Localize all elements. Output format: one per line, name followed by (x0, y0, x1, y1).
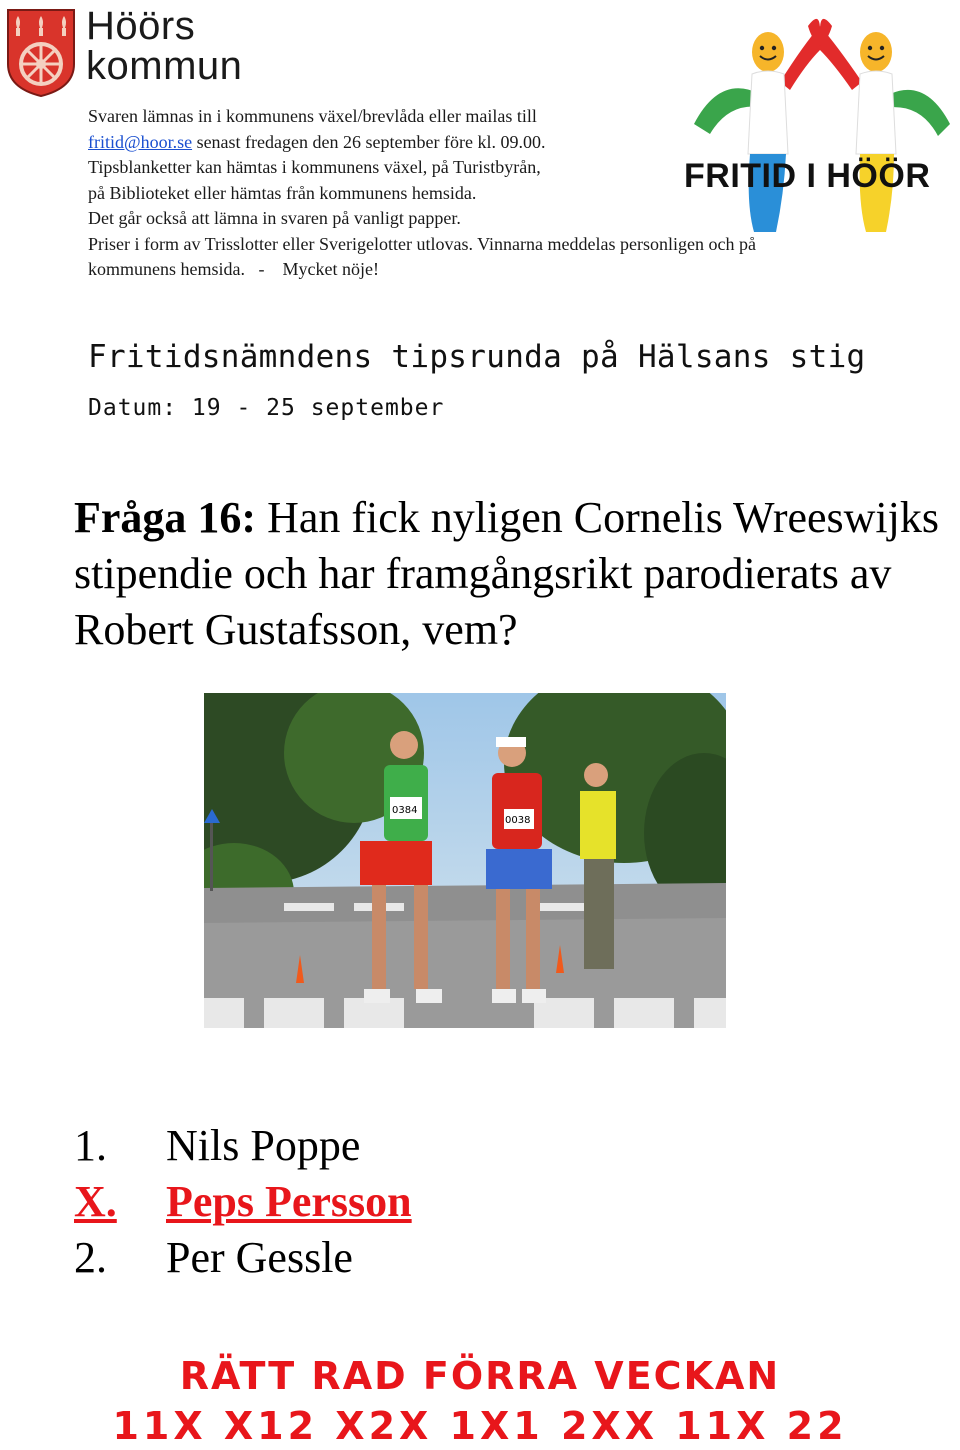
answer-number: 1. (74, 1121, 107, 1170)
coat-of-arms-icon (4, 6, 78, 98)
answer-text: Peps Persson (166, 1177, 412, 1226)
intro-line: kommunens hemsida. - Mycket nöje! (88, 259, 379, 279)
municipality-name (86, 6, 242, 86)
answer-text: Nils Poppe (166, 1121, 361, 1170)
answer-option-1 (74, 1118, 412, 1174)
email-link[interactable]: fritid@hoor.se (88, 131, 193, 152)
event-title: Fritidsnämndens tipsrunda på Hälsans stig (88, 339, 866, 375)
question (74, 490, 944, 658)
previous-week-title: RÄTT RAD FÖRRA VECKAN (179, 1354, 781, 1398)
race-walkers-photo (204, 693, 726, 1028)
question-label: Fråga 16: (74, 493, 257, 542)
bib-left: 0384 (392, 805, 418, 816)
intro-text (88, 104, 938, 283)
intro-line: Priser i form av Trisslotter eller Sverigelotter utlovas. Vinnarna meddelas personligen och på (88, 233, 756, 254)
answer-option-2 (74, 1230, 412, 1286)
event-date: Datum: 19 - 25 september (88, 395, 445, 421)
answer-text: Per Gessle (166, 1233, 353, 1282)
municipality-name-line2: kommun (86, 44, 243, 88)
answer-number: X. (74, 1177, 117, 1226)
intro-line: på Biblioteket eller hämtas från kommunens hemsida. (88, 182, 477, 203)
question-text: Han fick nyligen Cornelis Wreeswijks stipendie och har framgångsrikt parodierats av Robert Gustafsson, vem? (74, 493, 940, 654)
intro-line: Det går också att lämna in svaren på vanligt papper. (88, 208, 461, 228)
intro-line: Svaren lämnas in i kommunens växel/brevlåda eller mailas till (88, 106, 537, 126)
answer-number: 2. (74, 1233, 107, 1282)
intro-deadline: senast fredagen den 26 september före kl. 09.00. (192, 131, 546, 152)
previous-week-row: 11X X12 X2X 1X1 2XX 11X 22 (112, 1404, 848, 1448)
answer-options (74, 1118, 412, 1286)
intro-line: Tipsblanketter kan hämtas i kommunens växel, på Turistbyrån, (88, 157, 541, 177)
fritid-logo-text: FRITID I HÖÖR (684, 157, 931, 195)
bib-right: 0038 (505, 815, 531, 826)
race-walkers-illustration (204, 693, 726, 1028)
municipality-logo (4, 6, 264, 98)
answer-option-x-correct (74, 1174, 412, 1230)
intro-line-email (88, 130, 938, 156)
municipality-name-line1: Höörs (86, 4, 196, 48)
